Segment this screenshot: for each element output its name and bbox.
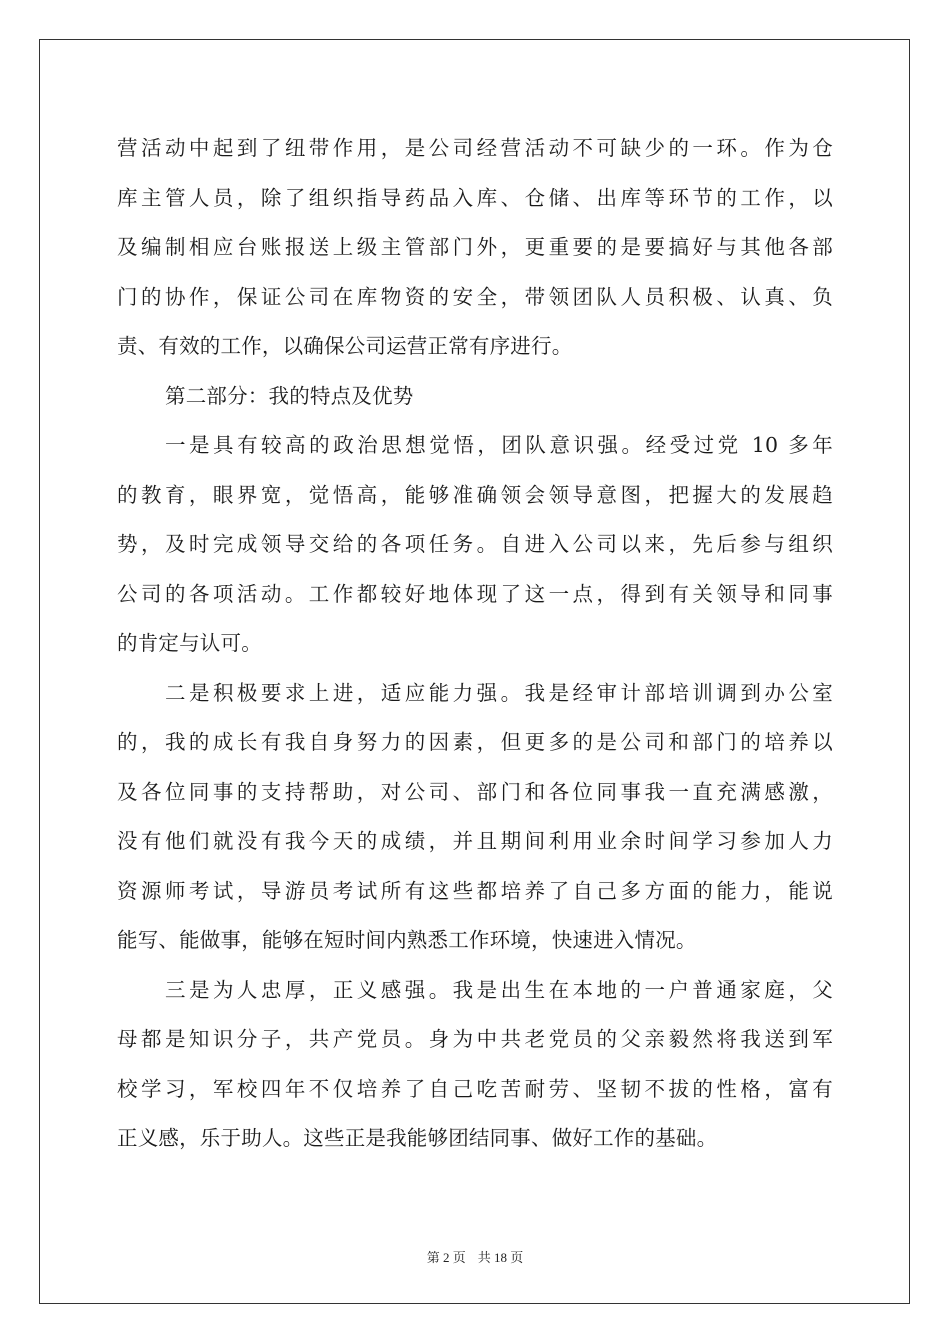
text-line: 资源师考试，导游员考试所有这些都培养了自己多方面的能力，能说 [117,878,833,903]
paragraph [117,124,833,372]
text-line: 责、有效的工作，以确保公司运营正常有序进行。 [117,334,573,358]
paragraph [117,421,833,669]
text-line: 校学习，军校四年不仅培养了自己吃苦耐劳、坚韧不拔的性格，富有 [117,1076,833,1101]
section-heading [117,372,833,422]
text-line: 母都是知识分子，共产党员。身为中共老党员的父亲毅然将我送到军 [117,1027,833,1051]
text-line: 的，我的成长有我自身努力的因素，但更多的是公司和部门的培养以 [117,730,833,754]
text-line: 三是为人忠厚，正义感强。我是出生在本地的一户普通家庭，父 [165,977,833,1002]
text-line: 门的协作，保证公司在库物资的安全，带领团队人员积极、认真、负 [117,284,833,309]
page-total: 共 18 页 [477,1250,524,1265]
text-line: 二是积极要求上进，适应能力强。我是经审计部培训调到办公室 [165,680,833,705]
text-line: 及各位同事的支持帮助，对公司、部门和各位同事我一直充满感激， [117,779,833,804]
document-body [117,124,833,1164]
text-line: 的教育，眼界宽，觉悟高，能够准确领会领导意图，把握大的发展趋 [117,482,833,507]
text-line: 库主管人员，除了组织指导药品入库、仓储、出库等环节的工作，以 [117,185,833,210]
page-number: 第 2 页 [426,1250,466,1265]
section-heading-text: 第二部分：我的特点及优势 [165,383,414,408]
text-line: 势，及时完成领导交给的各项任务。自进入公司以来，先后参与组织 [117,532,833,556]
page-footer [0,1247,950,1266]
text-line: 正义感，乐于助人。这些正是我能够团结同事、做好工作的基础。 [117,1126,718,1150]
paragraph [117,669,833,966]
text-line: 一是具有较高的政治思想觉悟，团队意识强。经受过党 10 多年 [165,433,833,457]
paragraph [117,966,833,1164]
text-line: 公司的各项活动。工作都较好地体现了这一点，得到有关领导和同事 [117,581,833,606]
text-line: 的肯定与认可。 [117,631,262,655]
text-line: 营活动中起到了纽带作用，是公司经营活动不可缺少的一环。作为仓 [117,136,833,160]
text-line: 没有他们就没有我今天的成绩，并且期间利用业余时间学习参加人力 [117,829,833,853]
text-line: 能写、能做事，能够在短时间内熟悉工作环境，快速进入情况。 [117,928,697,952]
text-line: 及编制相应台账报送上级主管部门外，更重要的是要搞好与其他各部 [117,235,833,259]
